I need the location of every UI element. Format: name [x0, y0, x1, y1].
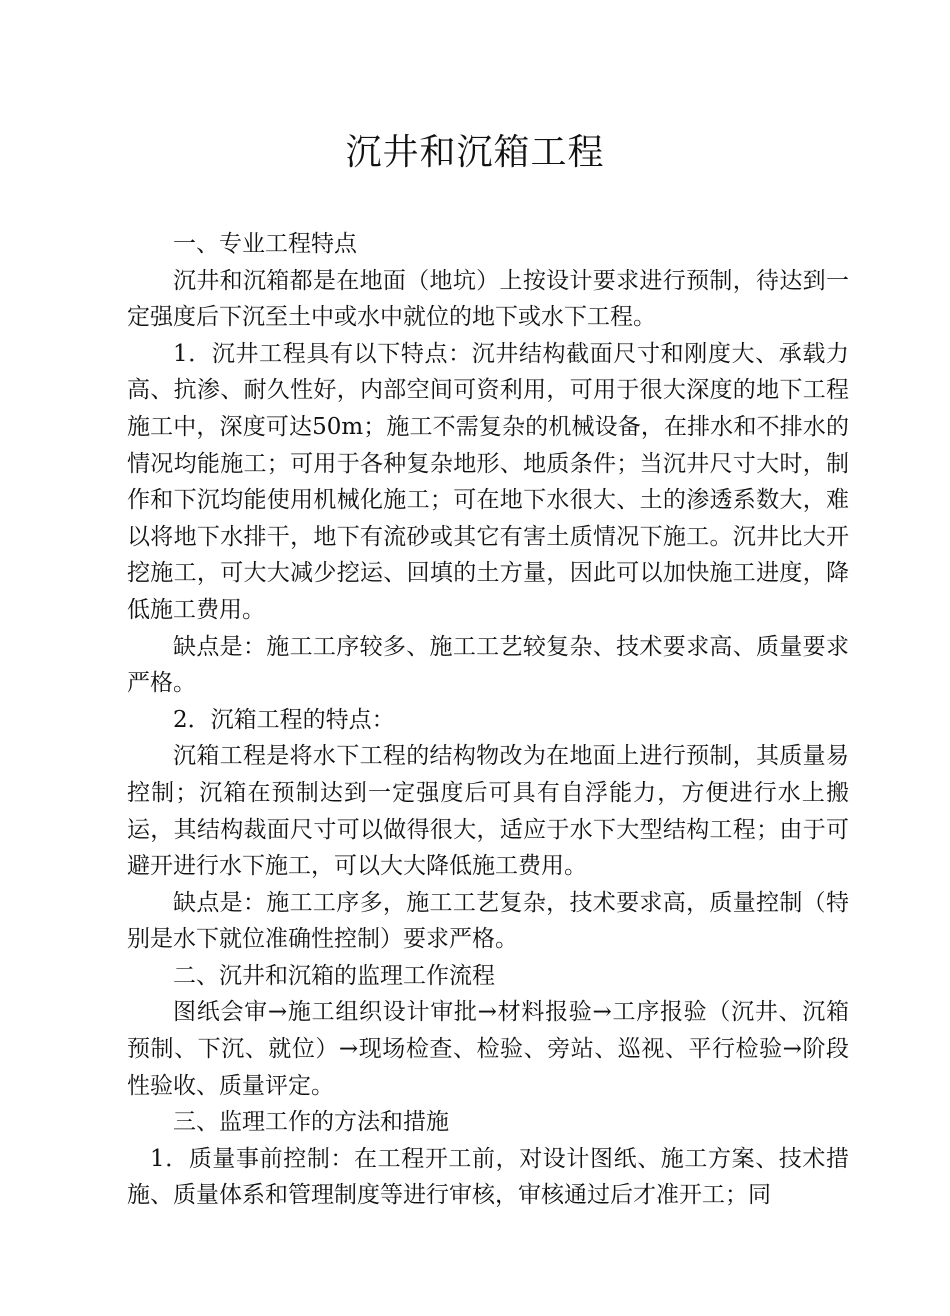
document-title: 沉井和沉箱工程: [345, 132, 605, 173]
section-heading-1: 一、专业工程特点: [173, 231, 357, 257]
paragraph-box-caisson-drawbacks: 缺点是：施工工序多，施工工艺复杂，技术要求高，质量控制（特别是水下就位准确性控制）要求严格。: [127, 889, 849, 953]
paragraph-caisson-features: 1．沉井工程具有以下特点：沉井结构截面尺寸和刚度大、承载力高、抗渗、耐久性好，内部空间可资利用，可用于很大深度的地下工程施工中，深度可达50m；施工不需复杂的机械设备，在排水和不排水的情况均能施工；可用于各种复杂地形、地质条件；当沉井尺寸大时，制作和下沉均能使用机械化施工；可在地下水很大、土的渗透系数大，难以将地下水排干，地下有流砂或其它有害土质情况下施工。沉井比大开挖施工，可大大减少挖运、回填的土方量，因此可以加快施工进度，降低施工费用。: [127, 340, 849, 623]
subheading-box-caisson: 2．沉箱工程的特点：: [173, 706, 395, 733]
paragraph-quality-control: 1．质量事前控制：在工程开工前，对设计图纸、施工方案、技术措施、质量体系和管理制度等进行审核，审核通过后才准开工；同: [127, 1145, 849, 1209]
section-heading-2: 二、沉井和沉箱的监理工作流程: [173, 962, 495, 989]
section-heading-3: 三、监理工作的方法和措施: [173, 1109, 449, 1136]
paragraph-box-caisson-features: 沉箱工程是将水下工程的结构物改为在地面上进行预制，其质量易控制；沉箱在预制达到一定强度后可具有自浮能力，方便进行水上搬运，其结构裁面尺寸可以做得很大，适应于水下大型结构工程；由于可避开进行水下施工，可以大大降低施工费用。: [127, 743, 849, 880]
paragraph-workflow: 图纸会审→施工组织设计审批→材料报验→工序报验（沉井、沉箱预制、下沉、就位）→现场检查、检验、旁站、巡视、平行检验→阶段性验收、质量评定。: [127, 999, 849, 1099]
paragraph-caisson-drawbacks: 缺点是：施工工序较多、施工工艺较复杂、技术要求高、质量要求严格。: [127, 633, 849, 697]
paragraph-intro: 沉井和沉箱都是在地面（地坑）上按设计要求进行预制，待达到一定强度后下沉至土中或水中就位的地下或水下工程。: [127, 267, 849, 331]
document-body: [127, 226, 849, 1214]
